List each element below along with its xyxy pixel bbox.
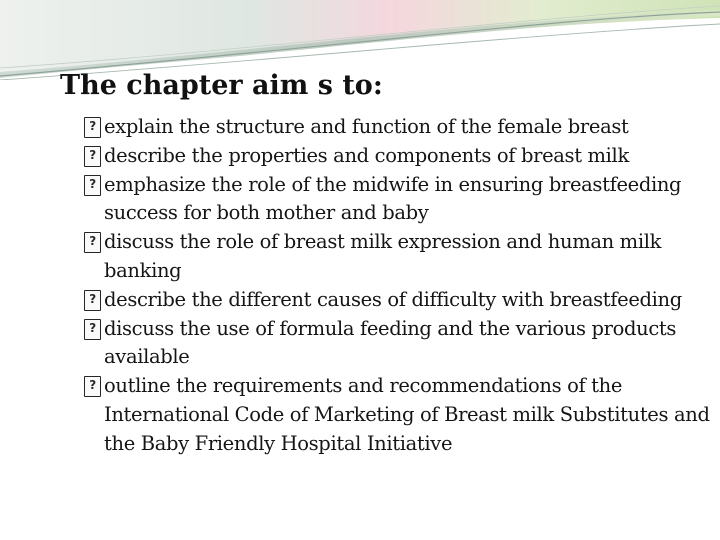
bullet-item bbox=[84, 142, 714, 171]
bullet-text: describe the properties and components of breast milk bbox=[104, 143, 629, 167]
bullet-text: outline the requirements and recommendations of the International Code of Marketing of Breast milk Substitutes and the Baby Friendly Hospital Initiative bbox=[104, 374, 710, 455]
bullet-text: discuss the use of formula feeding and the various products available bbox=[104, 316, 677, 369]
missing-glyph-box-icon bbox=[84, 319, 101, 340]
bullet-item bbox=[84, 286, 714, 315]
bullet-text: discuss the role of breast milk expression and human milk banking bbox=[104, 230, 662, 282]
missing-glyph-box-icon bbox=[84, 146, 101, 167]
missing-glyph-box-icon bbox=[84, 117, 101, 138]
slide-title: The chapter aim s to: bbox=[60, 70, 383, 101]
missing-glyph-box-icon bbox=[84, 376, 101, 397]
bullet-item bbox=[84, 372, 714, 458]
bullet-item bbox=[84, 113, 714, 142]
bullet-item bbox=[84, 228, 714, 286]
header-swoosh-graphic bbox=[0, 0, 720, 80]
missing-glyph-box-icon bbox=[84, 175, 101, 196]
bullet-list bbox=[84, 113, 714, 459]
bullet-item bbox=[84, 171, 714, 229]
bullet-text: emphasize the role of the midwife in ensuring breastfeeding success for both mother and baby bbox=[104, 172, 682, 225]
bullet-text: describe the different causes of difficulty with breastfeeding bbox=[104, 287, 682, 311]
bullet-item bbox=[84, 315, 714, 373]
missing-glyph-box-icon bbox=[84, 290, 101, 311]
missing-glyph-box-icon bbox=[84, 232, 101, 253]
bullet-text: explain the structure and function of the female breast bbox=[104, 115, 629, 138]
